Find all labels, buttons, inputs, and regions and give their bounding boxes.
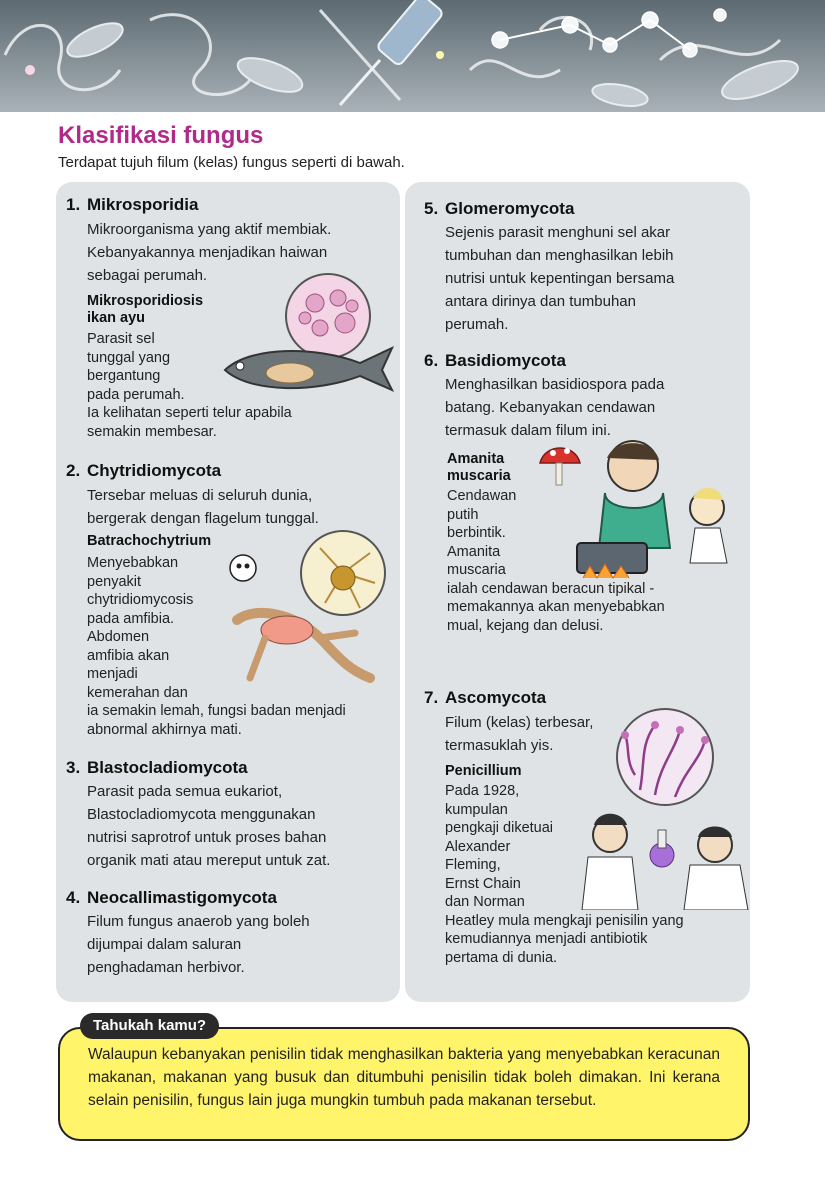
body-line: tumbuhan dan menghasilkan lebih: [445, 247, 674, 264]
body-line: dijumpai dalam saluran: [87, 936, 242, 953]
caption-line: berbintik.: [447, 525, 506, 541]
caption-line: pengkaji diketuai: [445, 820, 554, 836]
section-number: 6.: [424, 351, 439, 370]
body-line: Filum (kelas) terbesar,: [445, 714, 594, 731]
body-line: Filum fungus anaerob yang boleh: [87, 913, 310, 930]
page-subtitle: Terdapat tujuh filum (kelas) fungus seperti di bawah.: [58, 154, 405, 171]
caption-line: tunggal yang: [87, 349, 171, 366]
body-line: Sejenis parasit menghuni sel akar: [445, 224, 671, 241]
caption-line: pada perumah.: [87, 386, 185, 403]
caption-line: memakannya akan menyebabkan: [447, 599, 665, 615]
caption-line: kemudiannya menjadi antibiotik: [445, 931, 648, 947]
sub-heading: ikan ayu: [87, 310, 146, 326]
body-line: Mikroorganisma yang aktif membiak.: [87, 221, 332, 238]
body-line: Tersebar meluas di seluruh dunia,: [87, 487, 313, 504]
section-heading: Glomeromycota: [445, 199, 575, 218]
header-banner-illustration: [0, 0, 825, 112]
section-number: 2.: [66, 461, 81, 480]
body-line: nutrisi saprotrof untuk proses bahan: [87, 829, 327, 846]
did-you-know-label: Tahukah kamu?: [80, 1013, 219, 1039]
caption-line: pada amfibia.: [87, 610, 175, 627]
sub-heading: Mikrosporidiosis: [87, 293, 204, 309]
caption-line: kemerahan dan: [87, 684, 188, 701]
body-line: penghadaman herbivor.: [87, 959, 245, 976]
caption-line: penyakit: [87, 573, 142, 590]
caption-line: abnormal akhirnya mati.: [87, 721, 242, 738]
body-line: nutrisi untuk kepentingan bersama: [445, 270, 675, 287]
body-line: Menghasilkan basidiospora pada: [445, 376, 665, 393]
caption-line: kumpulan: [445, 801, 508, 818]
caption-line: Fleming,: [445, 857, 501, 873]
section-number: 7.: [424, 688, 439, 707]
caption-line: Menyebabkan: [87, 555, 179, 571]
caption-line: amfibia akan: [87, 647, 170, 664]
frog-microscope-icon: [225, 528, 395, 703]
body-line: Parasit pada semua eukariot,: [87, 783, 283, 800]
caption-line: Amanita: [447, 543, 501, 560]
caption-line: menjadi: [87, 666, 138, 682]
section-number: 5.: [424, 199, 439, 218]
body-line: sebagai perumah.: [87, 267, 208, 284]
caption-line: chytridiomycosis: [87, 592, 194, 608]
caption-line: Heatley mula mengkaji penisilin yang: [445, 912, 684, 929]
section-heading: Chytridiomycota: [87, 461, 222, 480]
section-heading: Basidiomycota: [445, 351, 566, 370]
mushroom-cooking-icon: [535, 438, 747, 588]
body-line: batang. Kebanyakan cendawan: [445, 399, 656, 416]
section-number: 3.: [66, 758, 81, 777]
caption-line: muscaria: [447, 562, 506, 578]
caption-line: mual, kejang dan delusi.: [447, 617, 604, 634]
caption-line: Parasit sel: [87, 331, 155, 347]
caption-line: bergantung: [87, 368, 161, 384]
caption-line: ia semakin lemah, fungsi badan menjadi: [87, 703, 346, 719]
sub-heading: muscaria: [447, 468, 511, 484]
caption-line: Alexander: [445, 838, 511, 855]
sub-heading: Penicillium: [445, 763, 522, 779]
section-number: 1.: [66, 195, 81, 214]
caption-line: pertama di dunia.: [445, 949, 558, 966]
caption-line: semakin membesar.: [87, 423, 217, 440]
ayu-fish-microscope-icon: [220, 268, 395, 398]
body-line: Kebanyakannya menjadikan haiwan: [87, 244, 328, 261]
section-heading: Mikrosporidia: [87, 195, 199, 214]
did-you-know-text: Walaupun kebanyakan penisilin tidak menghasilkan bakteria yang menyebabkan keracunan makanan, makanan yang busuk dan ditumbuhi penisilin tidak boleh dimakan. Ini kerana selain penisilin, fungus lain juga mungkin tumbuh pada makanan tersebut.: [88, 1046, 720, 1109]
body-line: organik mati atau mereput untuk zat.: [87, 852, 331, 869]
body-line: bergerak dengan flagelum tunggal.: [87, 510, 319, 527]
caption-line: dan Norman: [445, 894, 525, 910]
caption-line: ialah cendawan beracun tipikal -: [447, 580, 655, 597]
microbe-pattern-icon: [0, 0, 825, 112]
caption-line: Abdomen: [87, 629, 150, 645]
section-number: 4.: [66, 888, 81, 907]
sub-heading: Amanita: [447, 451, 505, 467]
sub-heading: Batrachochytrium: [87, 533, 212, 549]
caption-line: Ia kelihatan seperti telur apabila: [87, 405, 292, 421]
caption-line: Pada 1928,: [445, 783, 520, 799]
page-title: Klasifikasi fungus: [58, 122, 264, 149]
body-line: termasuk dalam filum ini.: [445, 422, 611, 439]
section-heading: Neocallimastigomycota: [87, 888, 277, 907]
caption-line: Ernst Chain: [445, 875, 521, 892]
body-line: Blastocladiomycota menggunakan: [87, 806, 316, 823]
body-line: termasuklah yis.: [445, 737, 554, 754]
caption-line: putih: [447, 506, 479, 523]
section-heading: Blastocladiomycota: [87, 758, 248, 777]
penicillium-scientists-icon: [580, 705, 750, 910]
caption-line: Cendawan: [447, 488, 517, 504]
body-line: antara dirinya dan tumbuhan: [445, 293, 636, 310]
body-line: perumah.: [445, 316, 509, 333]
section-heading: Ascomycota: [445, 688, 547, 707]
